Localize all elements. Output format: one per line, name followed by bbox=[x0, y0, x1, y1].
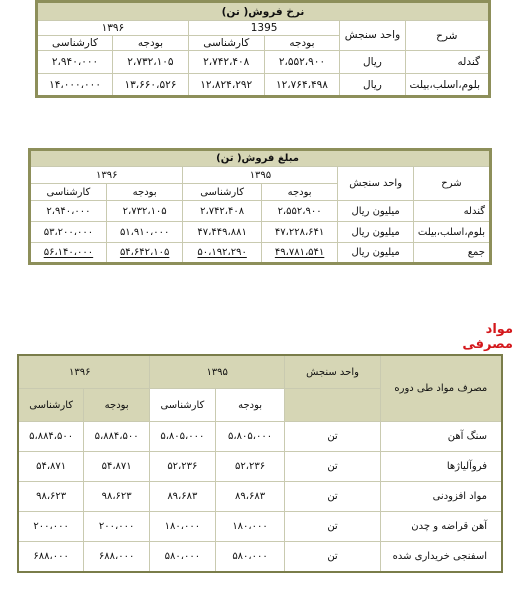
column-header-budget: بودجه bbox=[264, 36, 340, 51]
column-header-budget: بودجه bbox=[215, 389, 285, 422]
row-unit: تن bbox=[285, 482, 380, 512]
column-header-year-1396: ۱۳۹۶ bbox=[37, 21, 189, 36]
cell-budget-1396: ۲۰۰،۰۰۰ bbox=[84, 512, 150, 542]
cell-expert-1396: ۵۶،۱۴۰،۰۰۰ bbox=[30, 243, 107, 264]
cell-budget-1395: ۵۸۰،۰۰۰ bbox=[215, 542, 285, 573]
cell-expert-1395: ۵،۸۰۵،۰۰۰ bbox=[150, 422, 216, 452]
row-label: فروآلیاژها bbox=[380, 452, 502, 482]
column-header-budget: بودجه bbox=[113, 36, 189, 51]
cell-expert-1395: ۱۸۰،۰۰۰ bbox=[150, 512, 216, 542]
cell-expert-1396: ۹۸،۶۲۳ bbox=[18, 482, 84, 512]
cell-expert-1396: ۵۴،۸۷۱ bbox=[18, 452, 84, 482]
cell-expert-1396: ۵۳،۲۰۰،۰۰۰ bbox=[30, 222, 107, 243]
table-row bbox=[18, 452, 502, 482]
cell-budget-1395: ۸۹،۶۸۳ bbox=[215, 482, 285, 512]
column-header-budget: بودجه bbox=[106, 184, 183, 201]
table-row bbox=[37, 74, 490, 97]
column-header-budget: بودجه bbox=[84, 389, 150, 422]
table-row bbox=[30, 222, 491, 243]
row-unit: تن bbox=[285, 512, 380, 542]
row-label: گندله bbox=[413, 201, 490, 222]
column-header-year-1395: ۱۳۹۵ bbox=[150, 355, 285, 389]
row-unit: میلیون ریال bbox=[338, 222, 413, 243]
cell-budget-1395: ۱۲،۷۶۴،۴۹۸ bbox=[264, 74, 340, 97]
cell-budget-1396: ۵۴،۶۴۲،۱۰۵ bbox=[106, 243, 183, 264]
sales-amount-table bbox=[28, 148, 492, 265]
consumables-table bbox=[17, 354, 503, 573]
row-unit: ریال bbox=[340, 51, 405, 74]
cell-expert-1396: ۱۴،۰۰۰،۰۰۰ bbox=[37, 74, 113, 97]
cell-expert-1395: ۱۲،۸۲۴،۲۹۲ bbox=[188, 74, 264, 97]
cell-expert-1395: ۵۲،۲۳۶ bbox=[150, 452, 216, 482]
cell-budget-1395: ۴۹،۷۸۱،۵۴۱ bbox=[261, 243, 338, 264]
row-label: اسفنجی خریداری شده bbox=[380, 542, 502, 573]
column-header-year-1395: 1395 bbox=[188, 21, 340, 36]
column-header-description: شرح bbox=[405, 21, 489, 51]
row-label: سنگ آهن bbox=[380, 422, 502, 452]
cell-budget-1395: ۲،۵۵۲،۹۰۰ bbox=[261, 201, 338, 222]
cell-budget-1395: ۲،۵۵۲،۹۰۰ bbox=[264, 51, 340, 74]
cell-expert-1396: ۲،۹۴۰،۰۰۰ bbox=[30, 201, 107, 222]
table-row-total bbox=[30, 243, 491, 264]
row-unit: تن bbox=[285, 452, 380, 482]
table-row bbox=[18, 482, 502, 512]
cell-expert-1395: ۵۰،۱۹۲،۲۹۰ bbox=[183, 243, 261, 264]
cell-expert-1395: ۲،۷۴۲،۴۰۸ bbox=[188, 51, 264, 74]
row-unit: تن bbox=[285, 542, 380, 573]
cell-budget-1396: ۵،۸۸۴،۵۰۰ bbox=[84, 422, 150, 452]
column-header-unit: واحد سنجش bbox=[340, 21, 405, 51]
cell-budget-1395: ۵،۸۰۵،۰۰۰ bbox=[215, 422, 285, 452]
table-title: مبلغ فروش( تن) bbox=[30, 150, 491, 167]
column-header-expert: کارشناسی bbox=[18, 389, 84, 422]
row-label: آهن قراضه و چدن bbox=[380, 512, 502, 542]
section-title: مواد مصرفی bbox=[462, 322, 513, 352]
column-header-description: شرح bbox=[413, 167, 490, 201]
table-row bbox=[18, 512, 502, 542]
row-unit: میلیون ریال bbox=[338, 243, 413, 264]
table-row bbox=[18, 542, 502, 573]
cell-budget-1396: ۲،۷۳۲،۱۰۵ bbox=[113, 51, 189, 74]
column-header-year-1396: ۱۳۹۶ bbox=[30, 167, 183, 184]
column-header-description: مصرف مواد طی دوره bbox=[380, 355, 502, 422]
cell-expert-1395: ۵۸۰،۰۰۰ bbox=[150, 542, 216, 573]
column-header-year-1396: ۱۳۹۶ bbox=[18, 355, 150, 389]
row-label: گندله bbox=[405, 51, 489, 74]
cell-expert-1395: ۲،۷۴۲،۴۰۸ bbox=[183, 201, 261, 222]
cell-budget-1396: ۵۱،۹۱۰،۰۰۰ bbox=[106, 222, 183, 243]
cell-expert-1396: ۶۸۸،۰۰۰ bbox=[18, 542, 84, 573]
column-header-unit: واحد سنجش bbox=[285, 355, 380, 389]
cell-expert-1396: ۲،۹۴۰،۰۰۰ bbox=[37, 51, 113, 74]
cell-budget-1395: ۵۲،۲۳۶ bbox=[215, 452, 285, 482]
cell-budget-1396: ۲،۷۳۲،۱۰۵ bbox=[106, 201, 183, 222]
cell-budget-1396: ۹۸،۶۲۳ bbox=[84, 482, 150, 512]
cell-budget-1395: ۱۸۰،۰۰۰ bbox=[215, 512, 285, 542]
cell-expert-1395: ۸۹،۶۸۳ bbox=[150, 482, 216, 512]
row-unit: تن bbox=[285, 422, 380, 452]
cell-expert-1396: ۵،۸۸۴،۵۰۰ bbox=[18, 422, 84, 452]
column-header-expert: کارشناسی bbox=[183, 184, 261, 201]
cell-budget-1396: ۱۳،۶۶۰،۵۲۶ bbox=[113, 74, 189, 97]
sales-rate-table bbox=[35, 0, 491, 98]
cell-budget-1395: ۴۷،۲۲۸،۶۴۱ bbox=[261, 222, 338, 243]
row-unit: میلیون ریال bbox=[338, 201, 413, 222]
cell-expert-1395: ۴۷،۴۴۹،۸۸۱ bbox=[183, 222, 261, 243]
table-row bbox=[37, 51, 490, 74]
column-header-budget: بودجه bbox=[261, 184, 338, 201]
row-unit: ریال bbox=[340, 74, 405, 97]
table-title: نرخ فروش( تن) bbox=[37, 2, 490, 21]
column-header-expert: کارشناسی bbox=[150, 389, 216, 422]
header-filler bbox=[285, 389, 380, 422]
column-header-expert: کارشناسی bbox=[37, 36, 113, 51]
row-label: بلوم،اسلب،بیلت bbox=[405, 74, 489, 97]
column-header-expert: کارشناسی bbox=[188, 36, 264, 51]
column-header-expert: کارشناسی bbox=[30, 184, 107, 201]
row-label: بلوم،اسلب،بیلت bbox=[413, 222, 490, 243]
row-label: جمع bbox=[413, 243, 490, 264]
table-row bbox=[18, 422, 502, 452]
column-header-year-1395: ۱۳۹۵ bbox=[183, 167, 338, 184]
cell-budget-1396: ۶۸۸،۰۰۰ bbox=[84, 542, 150, 573]
row-label: مواد افزودنی bbox=[380, 482, 502, 512]
cell-expert-1396: ۲۰۰،۰۰۰ bbox=[18, 512, 84, 542]
table-row bbox=[30, 201, 491, 222]
column-header-unit: واحد سنجش bbox=[338, 167, 413, 201]
cell-budget-1396: ۵۴،۸۷۱ bbox=[84, 452, 150, 482]
